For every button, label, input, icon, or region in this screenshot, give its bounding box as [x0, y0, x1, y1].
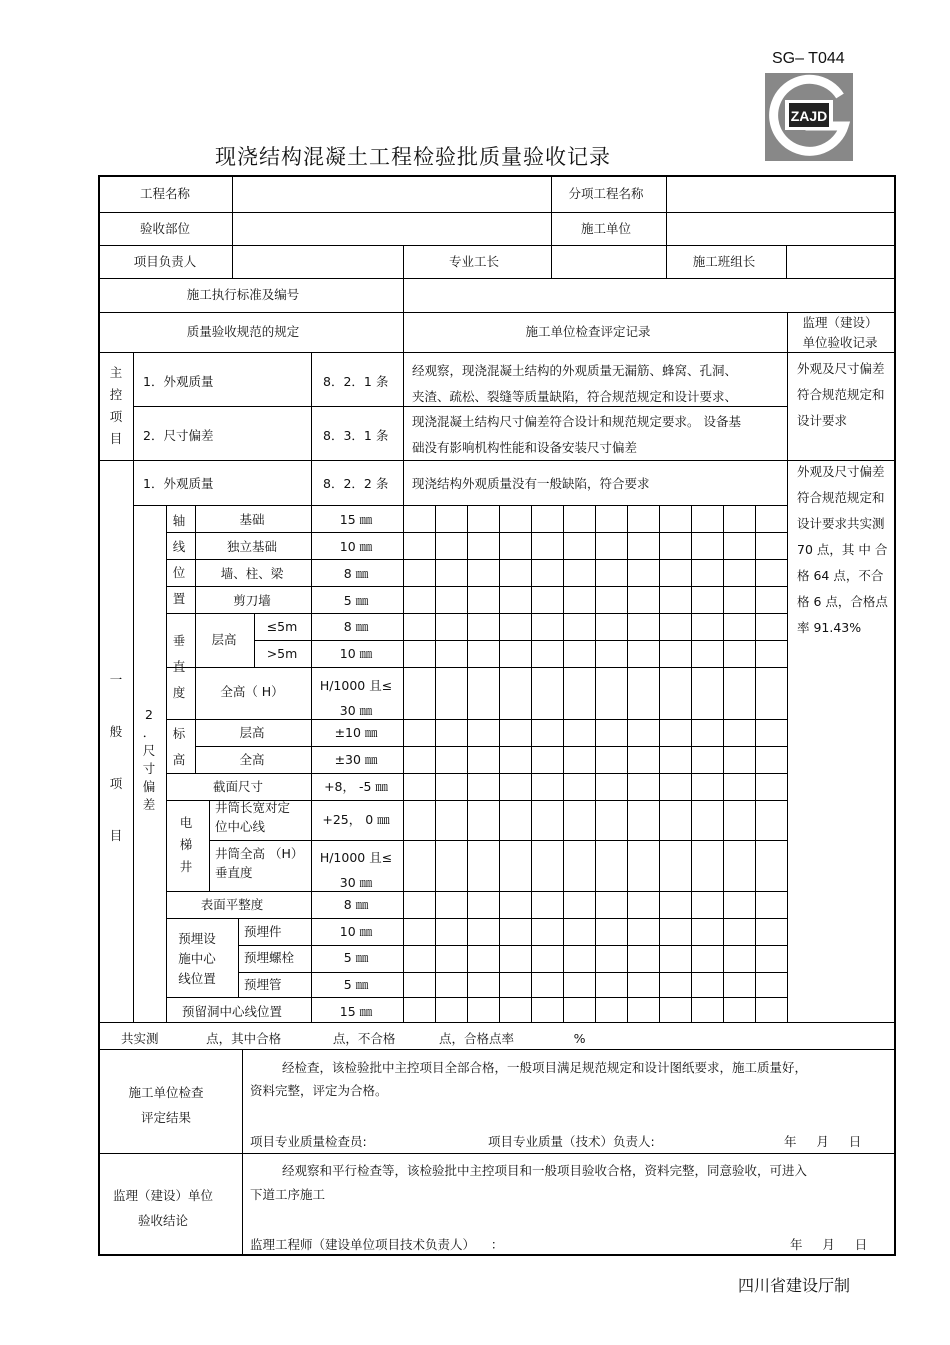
- table-rule-vertical: [659, 505, 660, 1022]
- supervision-result-label: 监理（建设）单位 验收结论: [112, 1188, 214, 1228]
- zajd-logo: [764, 72, 854, 162]
- table-rule-vertical: [195, 505, 196, 613]
- table-rule-horizontal: [133, 505, 787, 506]
- table-rule-horizontal: [254, 640, 787, 641]
- table-rule-horizontal: [166, 667, 787, 668]
- foreman-label: 专业工长: [448, 254, 500, 269]
- table-rule-horizontal: [166, 891, 787, 892]
- axis-row-name: 墙、柱、梁: [220, 566, 284, 581]
- table-rule-vertical: [666, 175, 667, 278]
- elevation-total-label: 全高: [239, 752, 265, 767]
- supervision-result-text-2: 下道工序施工: [250, 1187, 326, 1202]
- logo-text: ZAJD: [790, 108, 828, 124]
- section-size-tolerance: +8， -5 ㎜: [324, 779, 388, 794]
- total-height-tolerance: H/1000 且≤ 30 ㎜: [319, 678, 393, 718]
- table-rule-horizontal: [166, 719, 787, 720]
- embedded-row-name: 预埋螺栓: [244, 950, 295, 965]
- supervision-date: 年 月 日: [790, 1237, 868, 1252]
- elevator-shaft-label: 电 梯 井: [179, 815, 193, 874]
- table-rule-vertical: [311, 352, 312, 505]
- supervision-result-text: 经观察和平行检查等，该检验批中主控项目和一般项目验收合格，资料完整，同意验收，可进入: [282, 1163, 808, 1178]
- page-title: 现浇结构混凝土工程检验批质量验收记录: [215, 145, 611, 169]
- axis-row-name: 剪刀墙: [233, 593, 271, 608]
- total-height-label: 全高（ H）: [220, 684, 284, 699]
- contractor-result-text-2: 资料完整，评定为合格。: [250, 1083, 388, 1098]
- gt5m-label: >5m: [266, 646, 298, 661]
- embedded-row-name: 预埋管: [244, 977, 282, 992]
- verticality-label: 垂 直 度: [172, 633, 186, 700]
- table-rule-horizontal: [98, 1153, 896, 1154]
- table-rule-horizontal: [166, 918, 787, 919]
- technical-lead-label: 项目专业质量（技术）负责人:: [488, 1134, 655, 1149]
- contractor-label: 施工单位: [580, 221, 632, 236]
- table-rule-horizontal: [238, 945, 787, 946]
- general-label: 一 般 项 目: [109, 672, 123, 843]
- table-rule-vertical: [723, 505, 724, 1022]
- floor-height-label: 层高: [211, 632, 237, 647]
- gt5m-tolerance: 10 ㎜: [339, 646, 373, 661]
- record-column-header: 施工单位检查评定记录: [525, 324, 651, 339]
- table-rule-horizontal: [209, 840, 787, 841]
- table-rule-horizontal: [238, 972, 787, 973]
- table-rule-vertical: [467, 505, 468, 1022]
- contractor-date: 年 月 日: [784, 1134, 862, 1149]
- team-leader-label: 施工班组长: [692, 254, 756, 269]
- table-rule-vertical: [627, 505, 628, 1022]
- table-rule-vertical: [787, 312, 788, 1022]
- table-rule-horizontal: [98, 278, 896, 279]
- axis-row-name: 基础: [239, 512, 265, 527]
- quality-inspector-label: 项目专业质量检查员:: [250, 1134, 367, 1149]
- table-rule-vertical: [195, 613, 196, 719]
- table-rule-vertical: [166, 505, 167, 1022]
- main-record-2: 现浇混凝土结构尺寸偏差符合设计和规范规定要求。 设备基 础没有影响机构性能和设备安装尺寸偏差: [412, 414, 741, 455]
- table-rule-horizontal: [98, 212, 896, 213]
- table-rule-vertical: [786, 245, 787, 278]
- table-rule-vertical: [133, 352, 134, 1022]
- supervision-column-header: 监理（建设） 单位验收记录: [802, 315, 878, 350]
- embedded-row-tolerance: 10 ㎜: [339, 924, 373, 939]
- table-rule-vertical: [242, 1049, 243, 1256]
- table-rule-vertical: [209, 800, 210, 891]
- table-rule-vertical: [691, 505, 692, 1022]
- general-item-appearance: 1．外观质量: [143, 476, 214, 491]
- supervising-engineer-label: 监理工程师（建设单位项目技术负责人） ：: [250, 1237, 504, 1252]
- table-rule-vertical: [195, 719, 196, 773]
- main-clause-2: 8．3．1 条: [323, 428, 389, 443]
- issuer-footer: 四川省建设厅制: [738, 1276, 851, 1295]
- table-rule-vertical: [563, 505, 564, 1022]
- embedded-label: 预埋设 施中心 线位置: [178, 931, 216, 986]
- flatness-label: 表面平整度: [200, 897, 264, 912]
- elevation-total-tolerance: ±30 ㎜: [334, 752, 378, 767]
- main-control-label: 主 控 项 目: [109, 365, 123, 446]
- table-rule-vertical: [311, 505, 312, 1022]
- main-record-1: 经观察，现浇混凝土结构的外观质量无漏筋、蜂窝、孔洞、 夹渣、疏松、裂缝等质量缺陷，符合规范规定和设计要求、: [412, 363, 738, 404]
- flatness-tolerance: 8 ㎜: [343, 897, 369, 912]
- general-clause-1: 8．2．2 条: [323, 476, 389, 491]
- dimension-deviation-label: 2 ． 尺 寸 偏 差: [142, 707, 156, 812]
- le5m-tolerance: 8 ㎜: [343, 619, 369, 634]
- spec-column-header: 质量验收规范的规定: [186, 324, 300, 339]
- table-rule-vertical: [755, 505, 756, 1022]
- table-rule-vertical: [499, 505, 500, 1022]
- table-rule-vertical: [403, 245, 404, 460]
- table-rule-vertical: [435, 505, 436, 1022]
- axis-row-tolerance: 15 ㎜: [339, 512, 373, 527]
- table-rule-horizontal: [166, 613, 787, 614]
- axis-row-tolerance: 10 ㎜: [339, 539, 373, 554]
- contractor-result-label: 施工单位检查 评定结果: [128, 1085, 204, 1125]
- section-size-label: 截面尺寸: [212, 779, 264, 794]
- table-rule-horizontal: [166, 997, 787, 998]
- table-rule-vertical: [551, 175, 552, 278]
- table-rule-vertical: [595, 505, 596, 1022]
- table-rule-vertical: [232, 175, 233, 278]
- location-label: 验收部位: [139, 221, 191, 236]
- shaft-verticality-tolerance: H/1000 且≤ 30 ㎜: [319, 850, 393, 890]
- axis-row-name: 独立基础: [226, 539, 278, 554]
- contractor-result-text: 经检查，该检验批中主控项目全部合格，一般项目满足规范规定和设计图纸要求，施工质量好，: [282, 1060, 808, 1075]
- le5m-label: ≤5m: [266, 619, 298, 634]
- reserved-hole-label: 预留洞中心线位置: [181, 1004, 283, 1019]
- elevation-floor-label: 层高: [239, 725, 265, 740]
- table-rule-horizontal: [98, 312, 896, 313]
- table-rule-vertical: [531, 505, 532, 1022]
- axis-row-tolerance: 8 ㎜: [343, 566, 369, 581]
- embedded-row-tolerance: 5 ㎜: [343, 950, 369, 965]
- elevation-label: 标 高: [172, 726, 186, 767]
- main-supervision-note: 外观及尺寸偏差符合规范规定和设计要求: [797, 361, 885, 428]
- axis-row-tolerance: 5 ㎜: [343, 593, 369, 608]
- table-rule-vertical: [403, 460, 404, 1022]
- main-clause-1: 8．2．1 条: [323, 374, 389, 389]
- table-rule-horizontal: [166, 532, 787, 533]
- table-rule-horizontal: [195, 746, 787, 747]
- standard-label: 施工执行标准及编号: [186, 287, 300, 302]
- general-supervision-note: 外观及尺寸偏差符合规范规定和设计要求共实测 70 点，其 中 合 格 64 点，不合格 6 点，合格点率 91.43%: [797, 464, 888, 635]
- table-rule-horizontal: [98, 1022, 896, 1023]
- shaft-center-label: 井筒长宽对定 位中心线: [215, 800, 291, 834]
- form-code: SG– T044: [772, 50, 845, 67]
- table-rule-horizontal: [98, 1049, 896, 1050]
- table-rule-horizontal: [98, 245, 896, 246]
- manager-label: 项目负责人: [133, 254, 197, 269]
- shaft-verticality-label: 井筒全高 （H） 垂直度: [215, 846, 304, 880]
- reserved-hole-tolerance: 15 ㎜: [339, 1004, 373, 1019]
- table-rule-horizontal: [98, 352, 896, 353]
- measurement-summary: 共实测 点，其中合格 点，不合格 点，合格点率 %: [121, 1031, 586, 1046]
- main-item-appearance: 1．外观质量: [143, 374, 214, 389]
- embedded-row-name: 预埋件: [244, 924, 282, 939]
- elevation-floor-tolerance: ±10 ㎜: [334, 725, 378, 740]
- main-item-dimension: 2．尺寸偏差: [143, 428, 214, 443]
- shaft-center-tolerance: +25， 0 ㎜: [322, 812, 390, 827]
- table-rule-vertical: [238, 918, 239, 997]
- table-rule-horizontal: [166, 586, 787, 587]
- table-rule-horizontal: [166, 559, 787, 560]
- sub-project-label: 分项工程名称: [568, 186, 644, 201]
- table-rule-vertical: [254, 613, 255, 667]
- axis-position-label: 轴 线 位 置: [172, 513, 186, 606]
- embedded-row-tolerance: 5 ㎜: [343, 977, 369, 992]
- table-rule-horizontal: [166, 773, 787, 774]
- general-record-1: 现浇结构外观质量没有一般缺陷，符合要求: [412, 476, 650, 491]
- project-name-label: 工程名称: [139, 186, 191, 201]
